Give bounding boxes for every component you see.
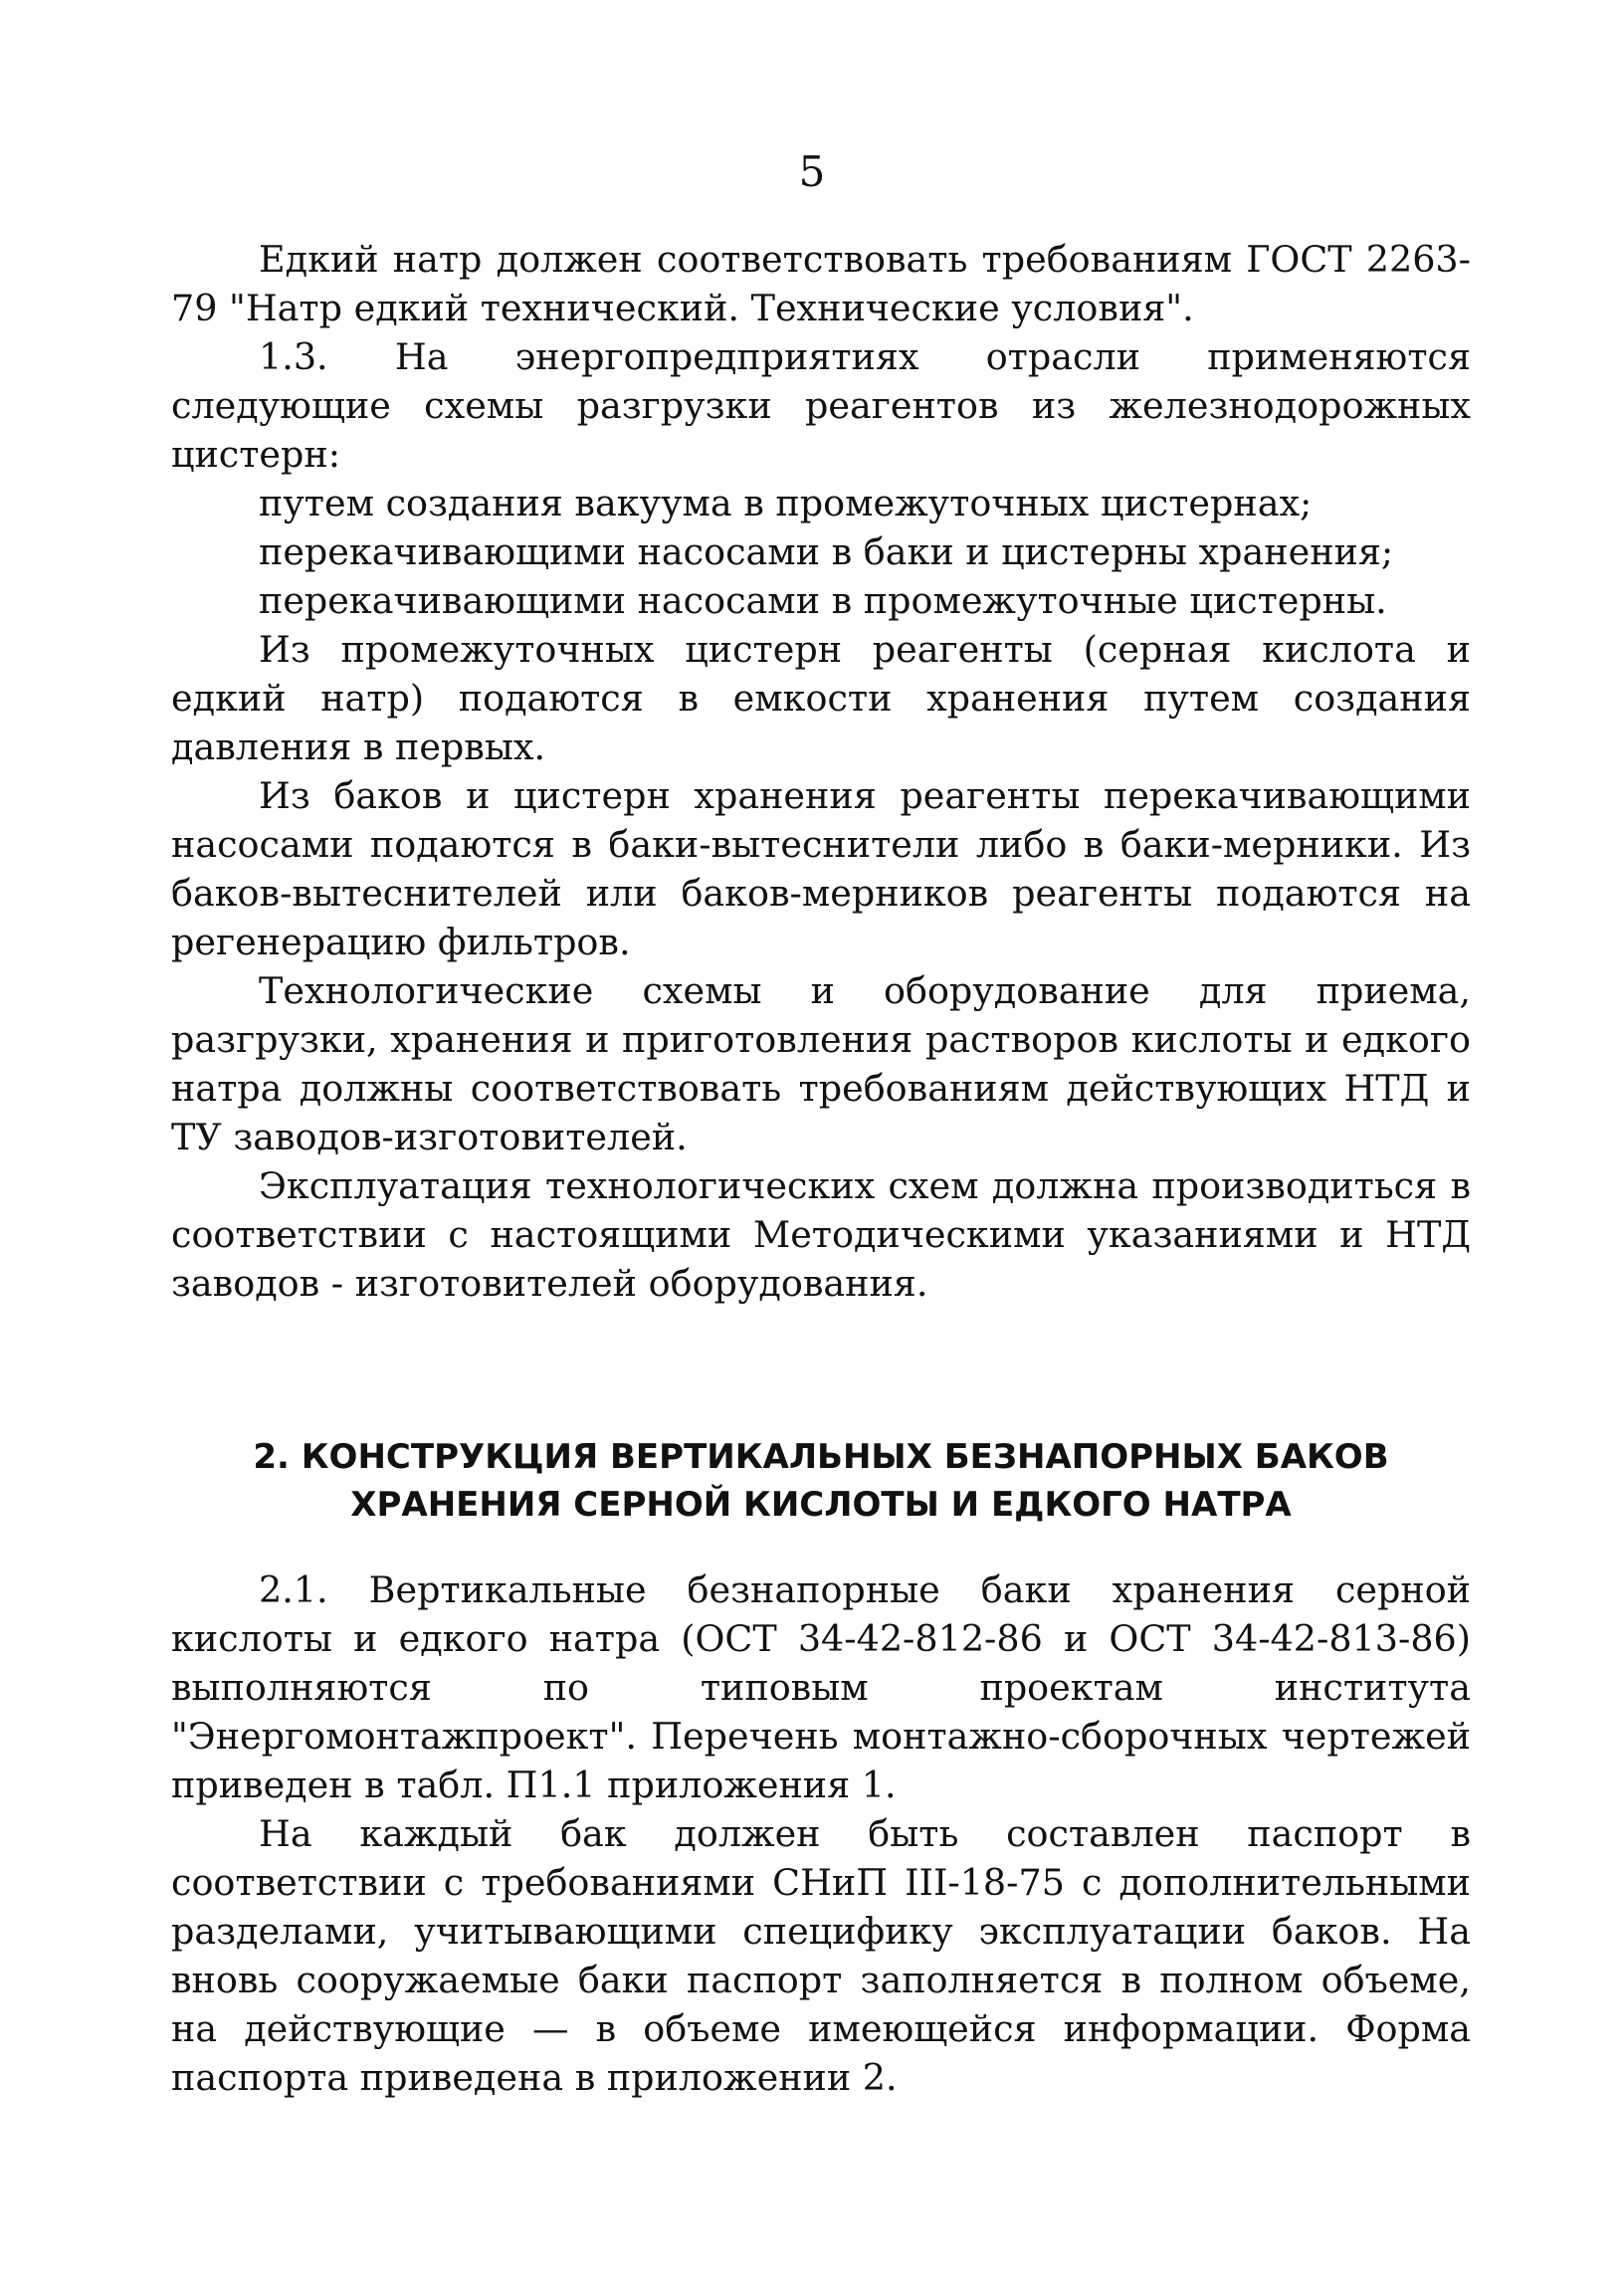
paragraph-operation: Эксплуатация технологических схем должна производиться в соответствии с настоящими Методическими указаниями и НТД заводов - изготовителей оборудования.	[171, 1164, 1471, 1305]
section-2-heading	[171, 1433, 1471, 1529]
section-2-body	[171, 1565, 1471, 2102]
paragraph-passport: На каждый бак должен быть составлен паспорт в соответствии с требованиями СНиП III-18-75 с дополнительными разделами, учитывающими специфику эксплуатации баков. На вновь сооружаемые баки паспорт заполняется в полном объеме, на действующие — в объеме имеющейся информации. Форма паспорта приведена в приложении 2.	[171, 1812, 1471, 2099]
section-2-heading-line-1: 2. КОНСТРУКЦИЯ ВЕРТИКАЛЬНЫХ БЕЗНАПОРНЫХ БАКОВ	[253, 1437, 1389, 1477]
section-1-body	[171, 235, 1471, 1308]
section-2-heading-line-2: ХРАНЕНИЯ СЕРНОЙ КИСЛОТЫ И ЕДКОГО НАТРА	[350, 1485, 1292, 1525]
paragraph-intermediate-tanks: Из промежуточных цистерн реагенты (серная кислота и едкий натр) подаются в емкости хранения путем создания давления в первых.	[171, 628, 1471, 768]
page-number: 5	[798, 147, 826, 196]
list-item-vacuum: путем создания вакуума в промежуточных цистернах;	[259, 482, 1313, 524]
list-item-pumps-to-tanks: перекачивающими насосами в баки и цистерны хранения;	[259, 530, 1394, 573]
list-item-pumps-to-intermediate: перекачивающими насосами в промежуточные цистерны.	[259, 579, 1387, 622]
paragraph-gost-requirement: Едкий натр должен соответствовать требованиям ГОСТ 2263-79 "Натр едкий технический. Технические условия".	[171, 238, 1471, 329]
paragraph-vertical-tanks: 2.1. Вертикальные безнапорные баки хранения серной кислоты и едкого натра (ОСТ 34-42-812-86 и ОСТ 34-42-813-86) выполняются по типовым проектам института "Энергомонтажпроект". Перечень монтажно-сборочных чертежей приведен в табл. П1.1 приложения 1.	[171, 1568, 1471, 1806]
paragraph-unloading-schemes: 1.3. На энергопредприятиях отрасли применяются следующие схемы разгрузки реагентов из железнодорожных цистерн:	[171, 335, 1471, 476]
paragraph-storage-tanks: Из баков и цистерн хранения реагенты перекачивающими насосами подаются в баки-вытеснители либо в баки-мерники. Из баков-вытеснителей или баков-мерников реагенты подаются на регенерацию фильтров.	[171, 774, 1471, 963]
paragraph-technological-schemes: Технологические схемы и оборудование для приема, разгрузки, хранения и приготовления растворов кислоты и едкого натра должны соответствовать требованиям действующих НТД и ТУ заводов-изготовителей.	[171, 969, 1471, 1158]
